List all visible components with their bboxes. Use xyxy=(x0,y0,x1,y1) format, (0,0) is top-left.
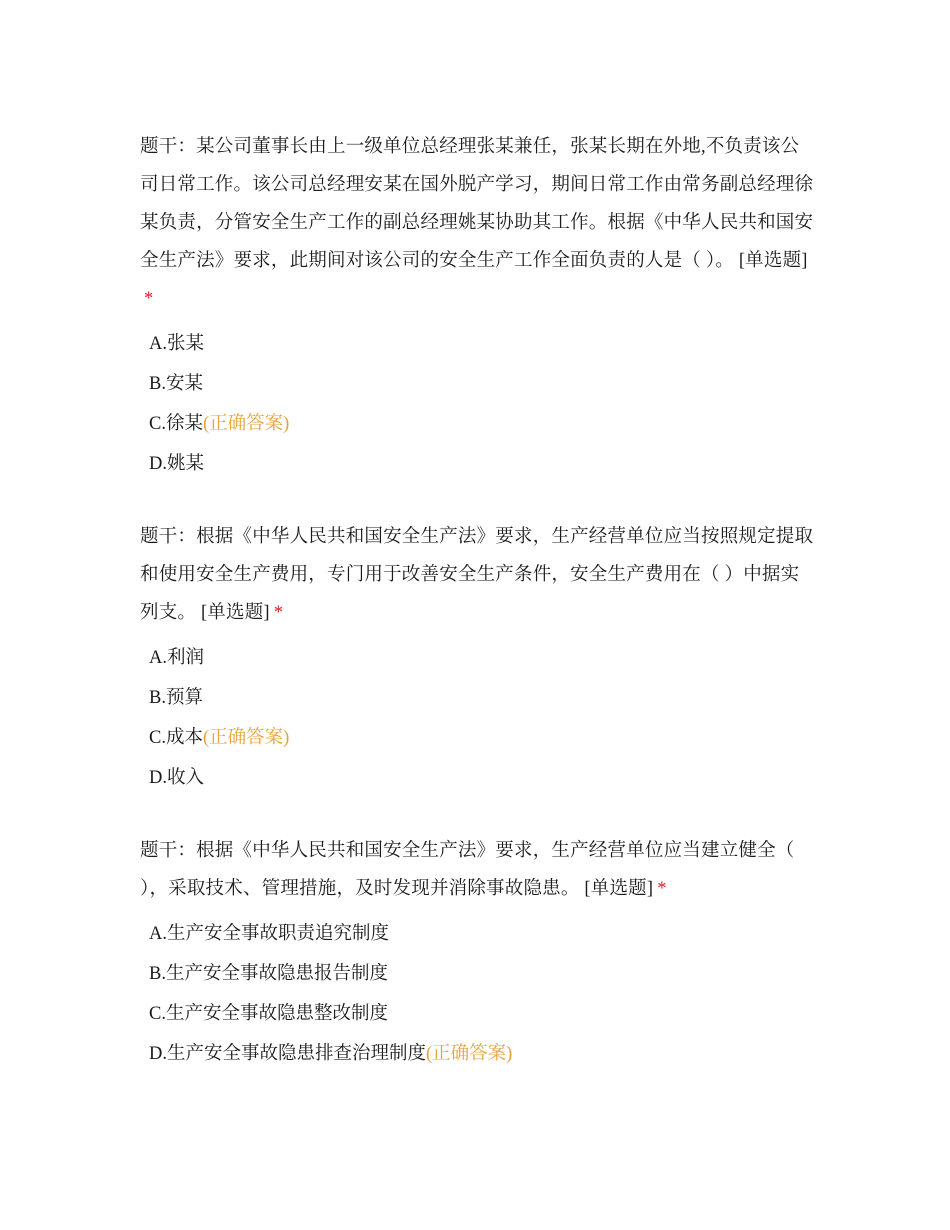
question-stem xyxy=(140,832,815,908)
option-a xyxy=(140,324,815,364)
option-text: A.生产安全事故职责追究制度 xyxy=(149,924,389,944)
option-text: C.成本 xyxy=(149,728,203,748)
option-b xyxy=(140,678,815,718)
option-d xyxy=(140,758,815,798)
quiz-document xyxy=(140,128,815,1108)
question-type-tag: [单选题] xyxy=(584,879,654,899)
option-text: C.徐某 xyxy=(149,414,203,434)
option-d xyxy=(140,1034,815,1074)
option-text: B.安某 xyxy=(149,374,203,394)
stem-text: 根据《中华人民共和国安全生产法》要求，生产经营单位应当建立健全（ ），采取技术、管理措施，及时发现并消除事故隐患。 xyxy=(140,841,795,899)
question-type-tag: [单选题] xyxy=(738,251,808,271)
stem-text: 根据《中华人民共和国安全生产法》要求，生产经营单位应当按照规定提取和使用安全生产费用，专门用于改善安全生产条件，安全生产费用在（ ）中据实列支。 xyxy=(140,527,814,623)
option-c xyxy=(140,994,815,1034)
option-d xyxy=(140,444,815,484)
option-text: A.利润 xyxy=(149,648,204,668)
question-stem xyxy=(140,128,815,318)
option-text: B.生产安全事故隐患报告制度 xyxy=(149,964,388,984)
option-text: D.生产安全事故隐患排查治理制度 xyxy=(149,1044,426,1064)
stem-prefix: 题干： xyxy=(140,527,197,547)
correct-answer-tag: (正确答案) xyxy=(202,414,290,434)
option-text: B.预算 xyxy=(149,688,203,708)
stem-prefix: 题干： xyxy=(140,841,197,861)
required-mark: * xyxy=(144,289,154,309)
option-c xyxy=(140,404,815,444)
stem-text: 某公司董事长由上一级单位总经理张某兼任，张某长期在外地,不负责该公司日常工作。该公司总经理安某在国外脱产学习，期间日常工作由常务副总经理徐某负责，分管安全生产工作的副总经理姚某协助其工作。根据《中华人民共和国安全生产法》要求，此期间对该公司的安全生产工作全面负责的人是（ ）。 xyxy=(140,137,814,271)
question-3 xyxy=(140,832,815,1074)
option-text: D.姚某 xyxy=(149,454,204,474)
option-c xyxy=(140,718,815,758)
option-a xyxy=(140,638,815,678)
question-2 xyxy=(140,518,815,798)
option-text: C.生产安全事故隐患整改制度 xyxy=(149,1004,388,1024)
stem-prefix: 题干： xyxy=(140,137,197,157)
option-b xyxy=(140,954,815,994)
option-a xyxy=(140,914,815,954)
option-text: A.张某 xyxy=(149,334,204,354)
question-stem xyxy=(140,518,815,632)
option-text: D.收入 xyxy=(149,768,204,788)
required-mark: * xyxy=(273,603,284,623)
correct-answer-tag: (正确答案) xyxy=(426,1044,513,1064)
question-type-tag: [单选题] xyxy=(200,603,270,623)
correct-answer-tag: (正确答案) xyxy=(202,728,290,748)
required-mark: * xyxy=(657,879,667,899)
option-b xyxy=(140,364,815,404)
question-1 xyxy=(140,128,815,484)
